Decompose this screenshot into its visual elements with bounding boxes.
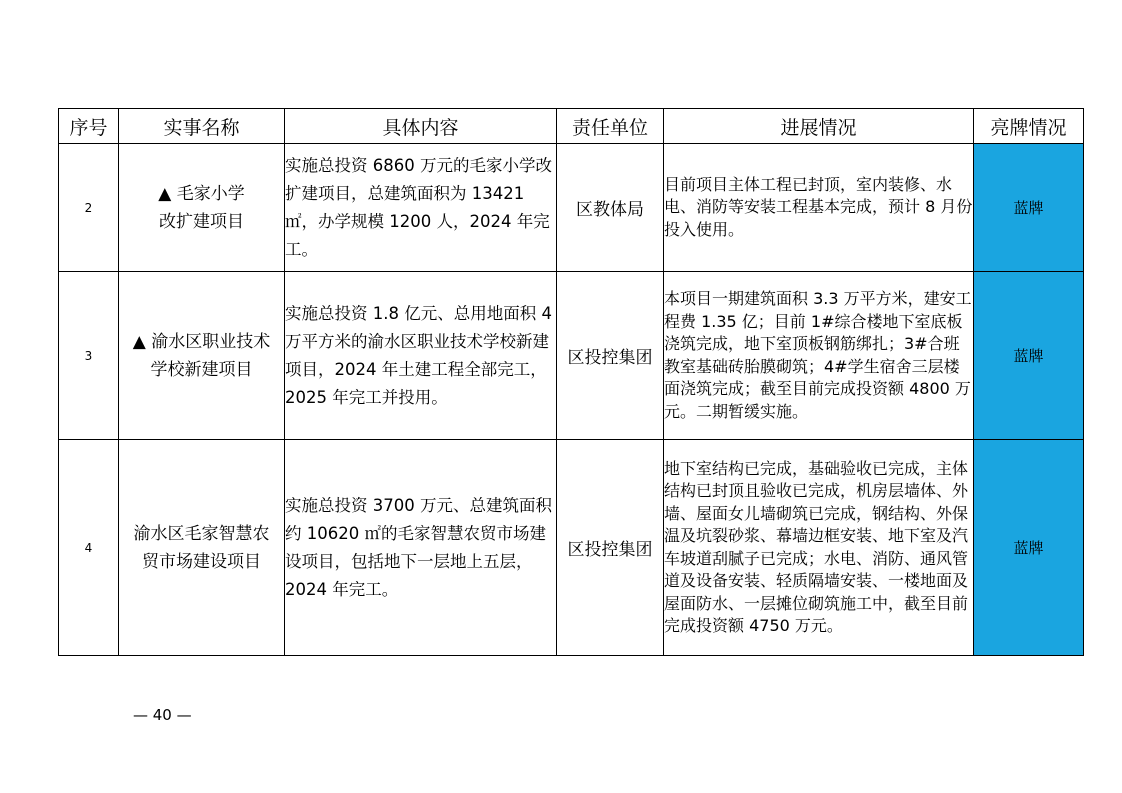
row-index: 4 [59, 440, 119, 656]
row-name: ▲ 渝水区职业技术 学校新建项目 [119, 272, 285, 440]
row-progress: 地下室结构已完成，基础验收已完成，主体结构已封顶且验收已完成，机房层墙体、外墙、屋面女儿墙砌筑已完成，钢结构、外保温及坑裂砂浆、幕墙边框安装、地下室及汽车坡道刮腻子已完成；水电、消防、通风管道及设备安装、轻质隔墙安装、一楼地面及屋面防水、一层摊位砌筑施工中，截至目前完成投资额 4750 万元。 [664, 440, 974, 656]
row-name: ▲ 毛家小学 改扩建项目 [119, 144, 285, 272]
row-content: 实施总投资 1.8 亿元、总用地面积 4 万平方米的渝水区职业技术学校新建项目，2024 年土建工程全部完工，2025 年完工并投用。 [285, 272, 557, 440]
header-progress: 进展情况 [664, 109, 974, 144]
project-table [58, 108, 1084, 656]
row-progress: 目前项目主体工程已封顶，室内装修、水电、消防等安装工程基本完成，预计 8 月份投入使用。 [664, 144, 974, 272]
table-row [59, 440, 1084, 656]
header-content: 具体内容 [285, 109, 557, 144]
row-progress: 本项目一期建筑面积 3.3 万平方米，建安工程费 1.35 亿；目前 1#综合楼地下室底板浇筑完成，地下室顶板钢筋绑扎；3#合班教室基础砖胎膜砌筑；4#学生宿舍三层楼面浇筑完成；截至目前完成投资额 4800 万元。二期暂缓实施。 [664, 272, 974, 440]
status-badge: 蓝牌 [974, 440, 1084, 656]
table-row [59, 144, 1084, 272]
row-unit: 区投控集团 [557, 272, 664, 440]
table-row [59, 272, 1084, 440]
page-number: — 40 — [133, 706, 192, 724]
header-status: 亮牌情况 [974, 109, 1084, 144]
row-index: 2 [59, 144, 119, 272]
row-index: 3 [59, 272, 119, 440]
status-badge: 蓝牌 [974, 272, 1084, 440]
header-index: 序号 [59, 109, 119, 144]
row-name: 渝水区毛家智慧农 贸市场建设项目 [119, 440, 285, 656]
header-name: 实事名称 [119, 109, 285, 144]
row-unit: 区教体局 [557, 144, 664, 272]
row-content: 实施总投资 3700 万元、总建筑面积约 10620 ㎡的毛家智慧农贸市场建设项目，包括地下一层地上五层，2024 年完工。 [285, 440, 557, 656]
status-badge: 蓝牌 [974, 144, 1084, 272]
table-header-row [59, 109, 1084, 144]
row-unit: 区投控集团 [557, 440, 664, 656]
row-content: 实施总投资 6860 万元的毛家小学改扩建项目，总建筑面积为 13421 ㎡，办学规模 1200 人，2024 年完工。 [285, 144, 557, 272]
header-unit: 责任单位 [557, 109, 664, 144]
